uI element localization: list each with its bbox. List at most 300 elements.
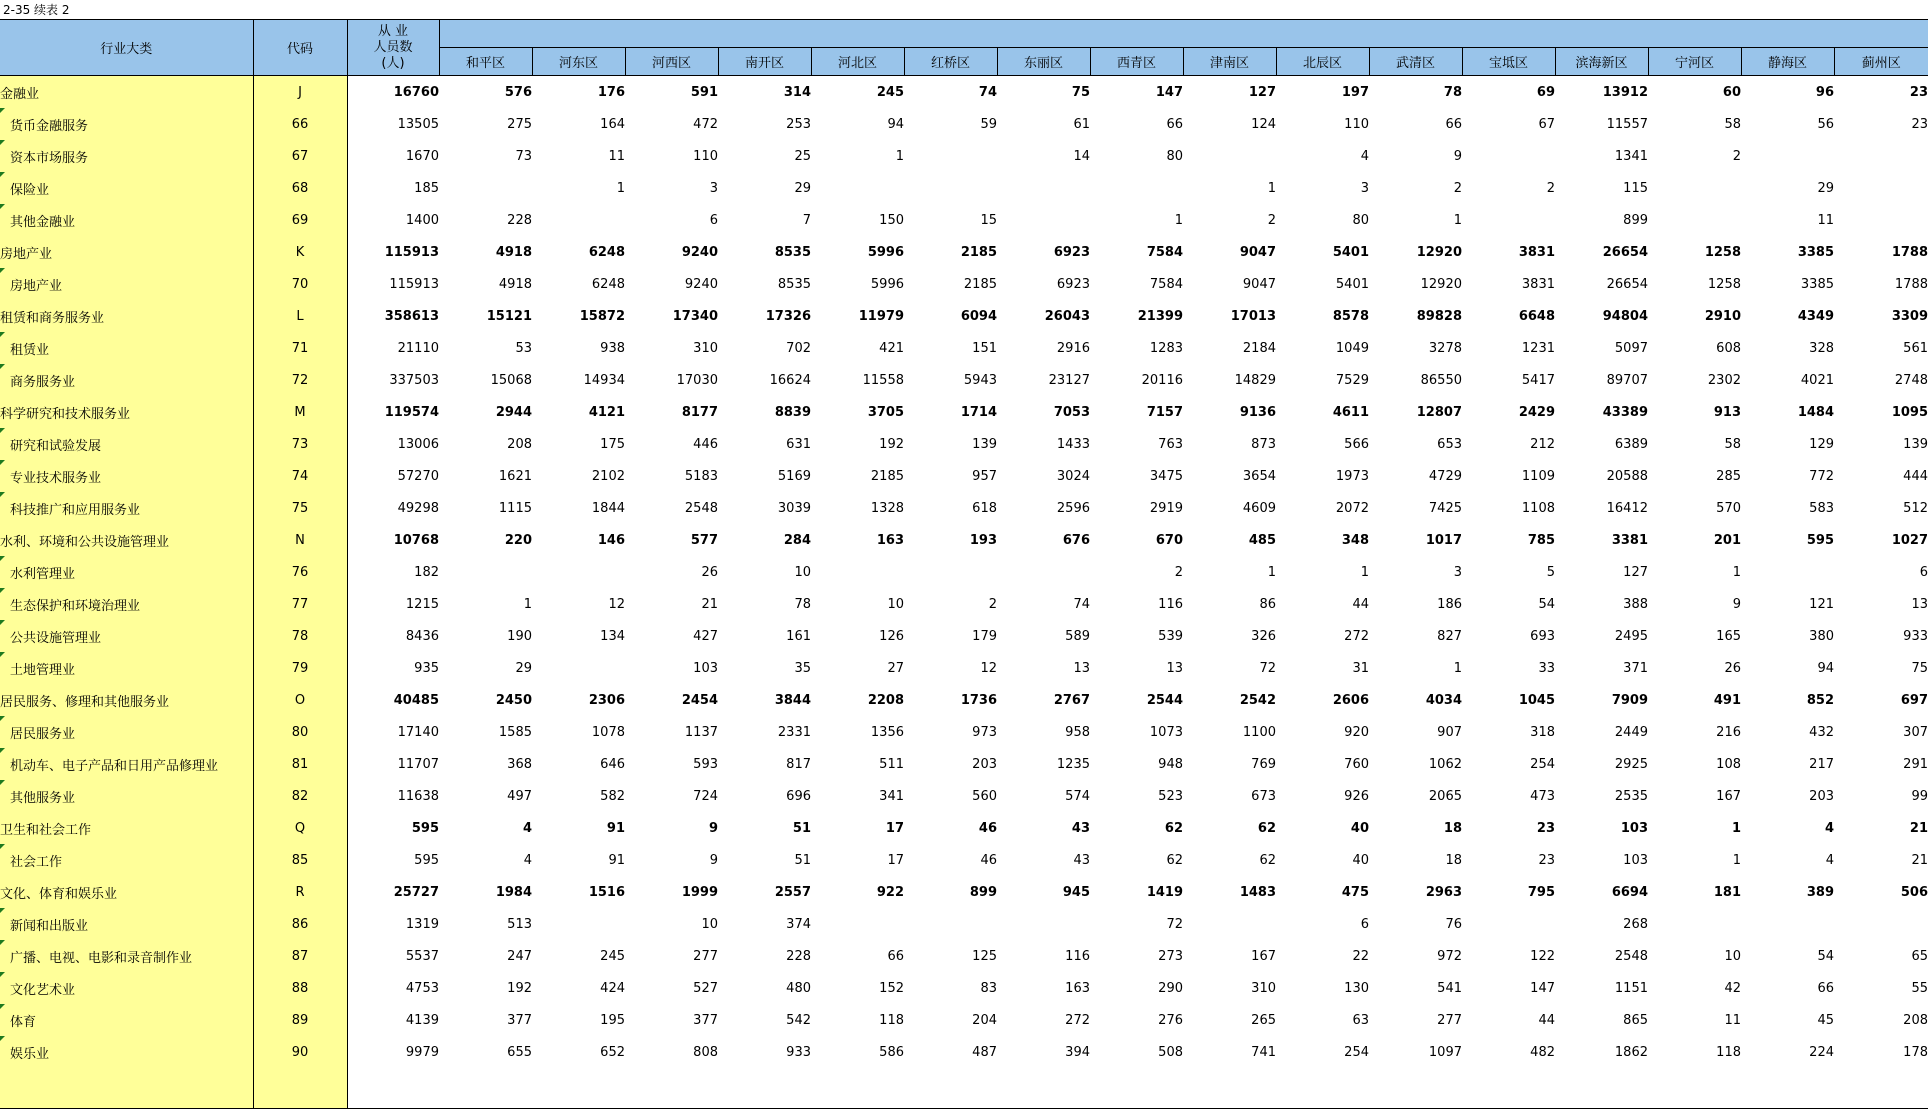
district-value-cell[interactable]: 228 xyxy=(786,948,811,964)
district-value-cell[interactable]: 26654 xyxy=(1606,276,1648,292)
district-value-cell[interactable]: 482 xyxy=(1530,1044,1555,1060)
district-value-cell[interactable] xyxy=(811,908,904,940)
district-value-cell[interactable]: 957 xyxy=(972,468,997,484)
district-value-cell[interactable]: 1045 xyxy=(1518,692,1555,708)
district-value-cell[interactable]: 228 xyxy=(507,212,532,228)
district-value-cell[interactable]: 2302 xyxy=(1707,372,1741,388)
district-value-cell[interactable]: 139 xyxy=(972,436,997,452)
district-value-cell[interactable]: 13 xyxy=(1073,660,1090,676)
total-employees-cell[interactable]: 1319 xyxy=(405,916,439,932)
district-value-cell[interactable]: 62 xyxy=(1164,820,1183,836)
district-value-cell[interactable]: 2185 xyxy=(870,468,904,484)
district-value-cell[interactable]: 6648 xyxy=(1518,308,1555,324)
district-value-cell[interactable]: 1714 xyxy=(960,404,997,420)
district-value-cell[interactable]: 12920 xyxy=(1420,276,1462,292)
empty-cell[interactable] xyxy=(0,1068,253,1109)
district-value-cell[interactable]: 973 xyxy=(972,724,997,740)
district-value-cell[interactable]: 1984 xyxy=(495,884,532,900)
district-value-cell[interactable]: 12 xyxy=(608,596,625,612)
district-value-cell[interactable]: 216 xyxy=(1716,724,1741,740)
district-value-cell[interactable]: 26 xyxy=(701,564,718,580)
district-value-cell[interactable]: 192 xyxy=(879,436,904,452)
district-value-cell[interactable]: 108 xyxy=(1716,756,1741,772)
district-value-cell[interactable]: 4 xyxy=(1824,820,1834,836)
total-employees-cell[interactable]: 115913 xyxy=(389,276,439,292)
district-value-cell[interactable]: 2306 xyxy=(588,692,625,708)
district-value-cell[interactable]: 631 xyxy=(786,436,811,452)
district-value-cell[interactable]: 371 xyxy=(1623,660,1648,676)
district-value-cell[interactable]: 3039 xyxy=(777,500,811,516)
district-value-cell[interactable] xyxy=(532,908,625,940)
industry-name-cell[interactable] xyxy=(0,780,253,812)
district-value-cell[interactable]: 15121 xyxy=(486,308,532,324)
district-value-cell[interactable]: 3385 xyxy=(1800,276,1834,292)
industry-code-cell[interactable]: 73 xyxy=(253,428,347,460)
industry-code-cell[interactable]: 68 xyxy=(253,172,347,204)
district-value-cell[interactable]: 254 xyxy=(1344,1044,1369,1060)
district-value-cell[interactable]: 75 xyxy=(1071,84,1090,100)
district-value-cell[interactable]: 595 xyxy=(1806,532,1834,548)
district-value-cell[interactable]: 116 xyxy=(1158,596,1183,612)
district-value-cell[interactable]: 4 xyxy=(1360,148,1369,164)
district-value-cell[interactable]: 268 xyxy=(1623,916,1648,932)
district-value-cell[interactable]: 2072 xyxy=(1335,500,1369,516)
district-value-cell[interactable]: 212 xyxy=(1530,436,1555,452)
district-value-cell[interactable]: 63 xyxy=(1352,1012,1369,1028)
district-value-cell[interactable]: 3705 xyxy=(867,404,904,420)
total-employees-cell[interactable]: 49298 xyxy=(397,500,439,516)
district-value-cell[interactable]: 11979 xyxy=(858,308,904,324)
district-value-cell[interactable] xyxy=(1183,140,1276,172)
district-value-cell[interactable]: 16624 xyxy=(769,372,811,388)
district-value-cell[interactable] xyxy=(1834,908,1928,940)
district-value-cell[interactable]: 192 xyxy=(507,980,532,996)
district-value-cell[interactable]: 208 xyxy=(507,436,532,452)
industry-code-cell[interactable]: R xyxy=(253,876,347,908)
district-value-cell[interactable]: 570 xyxy=(1716,500,1741,516)
district-value-cell[interactable]: 310 xyxy=(693,340,718,356)
district-value-cell[interactable]: 20116 xyxy=(1141,372,1183,388)
industry-code-cell[interactable]: 79 xyxy=(253,652,347,684)
district-value-cell[interactable]: 167 xyxy=(1251,948,1276,964)
district-value-cell[interactable]: 527 xyxy=(693,980,718,996)
district-value-cell[interactable]: 21 xyxy=(701,596,718,612)
district-value-cell[interactable]: 348 xyxy=(1341,532,1369,548)
district-value-cell[interactable]: 247 xyxy=(507,948,532,964)
district-value-cell[interactable]: 4 xyxy=(522,820,532,836)
total-employees-cell[interactable]: 337503 xyxy=(389,372,439,388)
district-value-cell[interactable]: 9 xyxy=(1732,596,1741,612)
district-value-cell[interactable]: 913 xyxy=(1713,404,1741,420)
district-value-cell[interactable]: 2548 xyxy=(1614,948,1648,964)
district-value-cell[interactable]: 72 xyxy=(1259,660,1276,676)
district-value-cell[interactable]: 769 xyxy=(1251,756,1276,772)
district-value-cell[interactable]: 576 xyxy=(504,84,532,100)
district-value-cell[interactable]: 539 xyxy=(1158,628,1183,644)
district-value-cell[interactable]: 3 xyxy=(1453,564,1462,580)
district-value-cell[interactable]: 388 xyxy=(1623,596,1648,612)
district-value-cell[interactable]: 146 xyxy=(597,532,625,548)
district-value-cell[interactable]: 1 xyxy=(1174,212,1183,228)
district-value-cell[interactable]: 389 xyxy=(1806,884,1834,900)
district-value-cell[interactable]: 3475 xyxy=(1149,468,1183,484)
district-value-cell[interactable]: 310 xyxy=(1251,980,1276,996)
district-value-cell[interactable]: 487 xyxy=(972,1044,997,1060)
district-value-cell[interactable]: 608 xyxy=(1716,340,1741,356)
district-value-cell[interactable]: 852 xyxy=(1806,692,1834,708)
district-value-cell[interactable]: 7157 xyxy=(1146,404,1183,420)
district-value-cell[interactable]: 938 xyxy=(600,340,625,356)
district-value-cell[interactable]: 377 xyxy=(693,1012,718,1028)
empty-cell[interactable] xyxy=(904,1068,997,1109)
district-value-cell[interactable]: 2 xyxy=(988,596,997,612)
district-value-cell[interactable]: 163 xyxy=(1065,980,1090,996)
district-value-cell[interactable]: 80 xyxy=(1166,148,1183,164)
district-value-cell[interactable]: 51 xyxy=(792,820,811,836)
district-value-cell[interactable]: 1027 xyxy=(1891,532,1928,548)
district-value-cell[interactable]: 69 xyxy=(1536,84,1555,100)
district-value-cell[interactable]: 46 xyxy=(978,820,997,836)
district-value-cell[interactable]: 670 xyxy=(1155,532,1183,548)
district-value-cell[interactable]: 23 xyxy=(1536,820,1555,836)
empty-cell[interactable] xyxy=(532,1068,625,1109)
district-value-cell[interactable]: 5417 xyxy=(1521,372,1555,388)
district-value-cell[interactable]: 273 xyxy=(1158,948,1183,964)
district-value-cell[interactable]: 432 xyxy=(1809,724,1834,740)
district-value-cell[interactable]: 341 xyxy=(879,788,904,804)
total-employees-cell[interactable]: 182 xyxy=(414,564,439,580)
industry-name-cell[interactable] xyxy=(0,812,253,844)
industry-code-cell[interactable]: 81 xyxy=(253,748,347,780)
district-value-cell[interactable]: 6 xyxy=(1919,564,1928,580)
district-value-cell[interactable]: 21399 xyxy=(1137,308,1183,324)
district-value-cell[interactable]: 51 xyxy=(794,852,811,868)
district-value-cell[interactable]: 6694 xyxy=(1611,884,1648,900)
district-value-cell[interactable]: 560 xyxy=(972,788,997,804)
district-value-cell[interactable]: 29 xyxy=(1817,180,1834,196)
district-value-cell[interactable]: 1 xyxy=(1453,212,1462,228)
district-value-cell[interactable]: 4 xyxy=(1825,852,1834,868)
district-value-cell[interactable]: 760 xyxy=(1344,756,1369,772)
district-value-cell[interactable] xyxy=(1648,908,1741,940)
district-value-cell[interactable]: 15 xyxy=(980,212,997,228)
district-value-cell[interactable]: 59 xyxy=(980,116,997,132)
district-value-cell[interactable]: 195 xyxy=(600,1012,625,1028)
district-value-cell[interactable]: 58 xyxy=(1724,116,1741,132)
district-value-cell[interactable]: 933 xyxy=(786,1044,811,1060)
district-value-cell[interactable]: 1115 xyxy=(498,500,532,516)
district-value-cell[interactable]: 147 xyxy=(1155,84,1183,100)
district-value-cell[interactable]: 272 xyxy=(1344,628,1369,644)
district-value-cell[interactable]: 1483 xyxy=(1239,884,1276,900)
district-value-cell[interactable]: 368 xyxy=(507,756,532,772)
district-value-cell[interactable]: 374 xyxy=(786,916,811,932)
district-value-cell[interactable]: 2495 xyxy=(1614,628,1648,644)
district-value-cell[interactable]: 5401 xyxy=(1332,244,1369,260)
district-value-cell[interactable]: 56 xyxy=(1817,116,1834,132)
district-value-cell[interactable] xyxy=(811,556,904,588)
empty-cell[interactable] xyxy=(997,1068,1090,1109)
district-value-cell[interactable]: 61 xyxy=(1073,116,1090,132)
district-value-cell[interactable]: 1 xyxy=(1732,564,1741,580)
district-value-cell[interactable]: 17030 xyxy=(676,372,718,388)
district-value-cell[interactable]: 4611 xyxy=(1332,404,1369,420)
district-value-cell[interactable]: 541 xyxy=(1437,980,1462,996)
district-value-cell[interactable]: 508 xyxy=(1158,1044,1183,1060)
district-value-cell[interactable]: 12807 xyxy=(1416,404,1462,420)
district-value-cell[interactable]: 652 xyxy=(600,1044,625,1060)
empty-cell[interactable] xyxy=(1183,1068,1276,1109)
district-value-cell[interactable]: 1 xyxy=(1267,180,1276,196)
district-value-cell[interactable]: 89828 xyxy=(1416,308,1462,324)
district-value-cell[interactable]: 175 xyxy=(600,436,625,452)
district-value-cell[interactable]: 1788 xyxy=(1891,244,1928,260)
district-value-cell[interactable]: 74 xyxy=(978,84,997,100)
empty-cell[interactable] xyxy=(1369,1068,1462,1109)
district-value-cell[interactable]: 506 xyxy=(1900,884,1928,900)
district-value-cell[interactable]: 2963 xyxy=(1425,884,1462,900)
district-value-cell[interactable]: 4121 xyxy=(588,404,625,420)
industry-name-cell[interactable] xyxy=(0,908,253,940)
district-value-cell[interactable]: 204 xyxy=(972,1012,997,1028)
industry-name-cell[interactable] xyxy=(0,300,253,332)
district-value-cell[interactable]: 40 xyxy=(1352,852,1369,868)
district-value-cell[interactable]: 291 xyxy=(1903,756,1928,772)
district-value-cell[interactable]: 6248 xyxy=(588,244,625,260)
industry-code-cell[interactable]: 67 xyxy=(253,140,347,172)
district-value-cell[interactable]: 44 xyxy=(1352,596,1369,612)
district-value-cell[interactable]: 4 xyxy=(523,852,532,868)
district-value-cell[interactable] xyxy=(1834,140,1928,172)
district-value-cell[interactable]: 3385 xyxy=(1797,244,1834,260)
district-value-cell[interactable]: 3654 xyxy=(1242,468,1276,484)
district-value-cell[interactable]: 86 xyxy=(1259,596,1276,612)
empty-cell[interactable] xyxy=(1276,1068,1369,1109)
district-value-cell[interactable]: 4729 xyxy=(1428,468,1462,484)
district-value-cell[interactable]: 702 xyxy=(786,340,811,356)
district-value-cell[interactable]: 179 xyxy=(972,628,997,644)
district-value-cell[interactable]: 582 xyxy=(600,788,625,804)
district-value-cell[interactable]: 1419 xyxy=(1146,884,1183,900)
district-value-cell[interactable]: 197 xyxy=(1341,84,1369,100)
district-value-cell[interactable]: 1736 xyxy=(960,692,997,708)
district-value-cell[interactable]: 74 xyxy=(1073,596,1090,612)
district-value-cell[interactable]: 18 xyxy=(1445,852,1462,868)
industry-name-cell[interactable] xyxy=(0,652,253,684)
district-value-cell[interactable]: 512 xyxy=(1903,500,1928,516)
district-value-cell[interactable]: 17340 xyxy=(672,308,718,324)
industry-code-cell[interactable]: 76 xyxy=(253,556,347,588)
district-value-cell[interactable]: 427 xyxy=(693,628,718,644)
district-value-cell[interactable] xyxy=(997,556,1090,588)
district-value-cell[interactable]: 66 xyxy=(1445,116,1462,132)
district-value-cell[interactable]: 2208 xyxy=(867,692,904,708)
district-value-cell[interactable]: 2542 xyxy=(1239,692,1276,708)
district-value-cell[interactable]: 96 xyxy=(1815,84,1834,100)
district-value-cell[interactable]: 139 xyxy=(1903,436,1928,452)
district-value-cell[interactable]: 7909 xyxy=(1611,692,1648,708)
industry-name-cell[interactable] xyxy=(0,620,253,652)
district-value-cell[interactable]: 972 xyxy=(1437,948,1462,964)
district-value-cell[interactable]: 808 xyxy=(693,1044,718,1060)
total-employees-cell[interactable]: 57270 xyxy=(397,468,439,484)
industry-code-cell[interactable]: 72 xyxy=(253,364,347,396)
district-value-cell[interactable]: 65 xyxy=(1911,948,1928,964)
empty-cell[interactable] xyxy=(1741,1068,1834,1109)
district-value-cell[interactable]: 224 xyxy=(1809,1044,1834,1060)
industry-code-cell[interactable]: 71 xyxy=(253,332,347,364)
district-value-cell[interactable]: 4918 xyxy=(495,244,532,260)
district-value-cell[interactable]: 201 xyxy=(1713,532,1741,548)
district-value-cell[interactable]: 6923 xyxy=(1053,244,1090,260)
total-employees-cell[interactable]: 21110 xyxy=(397,340,439,356)
district-value-cell[interactable]: 29 xyxy=(794,180,811,196)
district-value-cell[interactable]: 7529 xyxy=(1335,372,1369,388)
district-value-cell[interactable]: 2910 xyxy=(1704,308,1741,324)
district-value-cell[interactable]: 26654 xyxy=(1602,244,1648,260)
district-value-cell[interactable]: 9240 xyxy=(684,276,718,292)
district-value-cell[interactable]: 18 xyxy=(1443,820,1462,836)
industry-name-cell[interactable] xyxy=(0,332,253,364)
district-value-cell[interactable]: 1 xyxy=(1360,564,1369,580)
district-value-cell[interactable]: 2548 xyxy=(684,500,718,516)
district-value-cell[interactable]: 272 xyxy=(1065,1012,1090,1028)
district-value-cell[interactable]: 165 xyxy=(1716,628,1741,644)
district-value-cell[interactable]: 17 xyxy=(887,852,904,868)
district-value-cell[interactable]: 795 xyxy=(1527,884,1555,900)
district-value-cell[interactable]: 27 xyxy=(887,660,904,676)
industry-name-cell[interactable] xyxy=(0,876,253,908)
district-value-cell[interactable]: 12920 xyxy=(1416,244,1462,260)
industry-name-cell[interactable] xyxy=(0,140,253,172)
total-employees-cell[interactable]: 4753 xyxy=(405,980,439,996)
district-value-cell[interactable]: 2767 xyxy=(1053,692,1090,708)
district-value-cell[interactable]: 66 xyxy=(1817,980,1834,996)
district-value-cell[interactable]: 14934 xyxy=(583,372,625,388)
district-value-cell[interactable]: 78 xyxy=(1443,84,1462,100)
district-value-cell[interactable]: 763 xyxy=(1158,436,1183,452)
district-value-cell[interactable]: 43 xyxy=(1071,820,1090,836)
district-value-cell[interactable]: 14 xyxy=(1073,148,1090,164)
total-employees-cell[interactable]: 17140 xyxy=(397,724,439,740)
district-value-cell[interactable]: 1017 xyxy=(1425,532,1462,548)
district-value-cell[interactable]: 190 xyxy=(507,628,532,644)
district-value-cell[interactable]: 446 xyxy=(693,436,718,452)
district-value-cell[interactable]: 254 xyxy=(1530,756,1555,772)
total-employees-cell[interactable]: 115913 xyxy=(384,244,439,260)
district-value-cell[interactable]: 125 xyxy=(972,948,997,964)
district-value-cell[interactable]: 1 xyxy=(895,148,904,164)
district-value-cell[interactable]: 480 xyxy=(786,980,811,996)
district-value-cell[interactable]: 42 xyxy=(1724,980,1741,996)
district-value-cell[interactable]: 1433 xyxy=(1056,436,1090,452)
district-value-cell[interactable]: 485 xyxy=(1248,532,1276,548)
district-value-cell[interactable]: 8535 xyxy=(774,244,811,260)
district-value-cell[interactable]: 676 xyxy=(1062,532,1090,548)
district-value-cell[interactable]: 1078 xyxy=(591,724,625,740)
district-value-cell[interactable]: 203 xyxy=(1809,788,1834,804)
district-value-cell[interactable]: 103 xyxy=(1620,820,1648,836)
industry-name-cell[interactable] xyxy=(0,396,253,428)
district-value-cell[interactable]: 7584 xyxy=(1146,244,1183,260)
district-value-cell[interactable]: 22 xyxy=(1352,948,1369,964)
district-value-cell[interactable]: 1 xyxy=(1453,660,1462,676)
district-value-cell[interactable]: 907 xyxy=(1437,724,1462,740)
empty-cell[interactable] xyxy=(811,1068,904,1109)
empty-cell[interactable] xyxy=(1462,1068,1555,1109)
district-value-cell[interactable]: 89707 xyxy=(1606,372,1648,388)
district-value-cell[interactable]: 11558 xyxy=(862,372,904,388)
industry-name-cell[interactable] xyxy=(0,716,253,748)
district-value-cell[interactable]: 1788 xyxy=(1894,276,1928,292)
district-value-cell[interactable]: 827 xyxy=(1437,628,1462,644)
industry-code-cell[interactable]: Q xyxy=(253,812,347,844)
district-value-cell[interactable]: 150 xyxy=(879,212,904,228)
district-value-cell[interactable]: 43389 xyxy=(1602,404,1648,420)
industry-code-cell[interactable]: 75 xyxy=(253,492,347,524)
district-value-cell[interactable]: 2596 xyxy=(1056,500,1090,516)
district-value-cell[interactable]: 817 xyxy=(786,756,811,772)
district-value-cell[interactable]: 523 xyxy=(1158,788,1183,804)
district-value-cell[interactable]: 542 xyxy=(786,1012,811,1028)
district-value-cell[interactable]: 23 xyxy=(1538,852,1555,868)
district-value-cell[interactable] xyxy=(1090,172,1183,204)
district-value-cell[interactable] xyxy=(439,172,532,204)
district-value-cell[interactable]: 591 xyxy=(690,84,718,100)
district-value-cell[interactable]: 1484 xyxy=(1797,404,1834,420)
district-value-cell[interactable]: 15068 xyxy=(490,372,532,388)
district-value-cell[interactable]: 8535 xyxy=(777,276,811,292)
district-value-cell[interactable]: 577 xyxy=(690,532,718,548)
district-value-cell[interactable]: 5996 xyxy=(870,276,904,292)
district-value-cell[interactable]: 66 xyxy=(1166,116,1183,132)
empty-cell[interactable] xyxy=(1555,1068,1648,1109)
industry-name-cell[interactable] xyxy=(0,268,253,300)
district-value-cell[interactable]: 574 xyxy=(1065,788,1090,804)
district-value-cell[interactable]: 2 xyxy=(1732,148,1741,164)
district-value-cell[interactable] xyxy=(1741,908,1834,940)
district-value-cell[interactable]: 2 xyxy=(1267,212,1276,228)
district-value-cell[interactable]: 1516 xyxy=(588,884,625,900)
district-value-cell[interactable]: 3831 xyxy=(1521,276,1555,292)
district-value-cell[interactable]: 1258 xyxy=(1704,244,1741,260)
district-value-cell[interactable]: 176 xyxy=(597,84,625,100)
district-value-cell[interactable]: 9047 xyxy=(1242,276,1276,292)
district-value-cell[interactable]: 933 xyxy=(1903,628,1928,644)
industry-code-cell[interactable]: 80 xyxy=(253,716,347,748)
district-value-cell[interactable]: 45 xyxy=(1817,1012,1834,1028)
district-value-cell[interactable]: 220 xyxy=(504,532,532,548)
district-value-cell[interactable]: 13 xyxy=(1911,596,1928,612)
district-value-cell[interactable]: 116 xyxy=(1065,948,1090,964)
district-value-cell[interactable]: 3831 xyxy=(1518,244,1555,260)
industry-code-cell[interactable]: 89 xyxy=(253,1004,347,1036)
district-value-cell[interactable]: 920 xyxy=(1344,724,1369,740)
district-value-cell[interactable]: 20588 xyxy=(1606,468,1648,484)
district-value-cell[interactable]: 1973 xyxy=(1335,468,1369,484)
district-value-cell[interactable]: 253 xyxy=(786,116,811,132)
district-value-cell[interactable]: 285 xyxy=(1716,468,1741,484)
district-value-cell[interactable]: 193 xyxy=(969,532,997,548)
district-value-cell[interactable]: 11557 xyxy=(1606,116,1648,132)
district-value-cell[interactable]: 1100 xyxy=(1242,724,1276,740)
district-value-cell[interactable]: 13 xyxy=(1166,660,1183,676)
district-value-cell[interactable]: 16412 xyxy=(1606,500,1648,516)
district-value-cell[interactable]: 21 xyxy=(1909,820,1928,836)
district-value-cell[interactable]: 2184 xyxy=(1242,340,1276,356)
district-value-cell[interactable]: 1341 xyxy=(1614,148,1648,164)
district-value-cell[interactable]: 1062 xyxy=(1428,756,1462,772)
